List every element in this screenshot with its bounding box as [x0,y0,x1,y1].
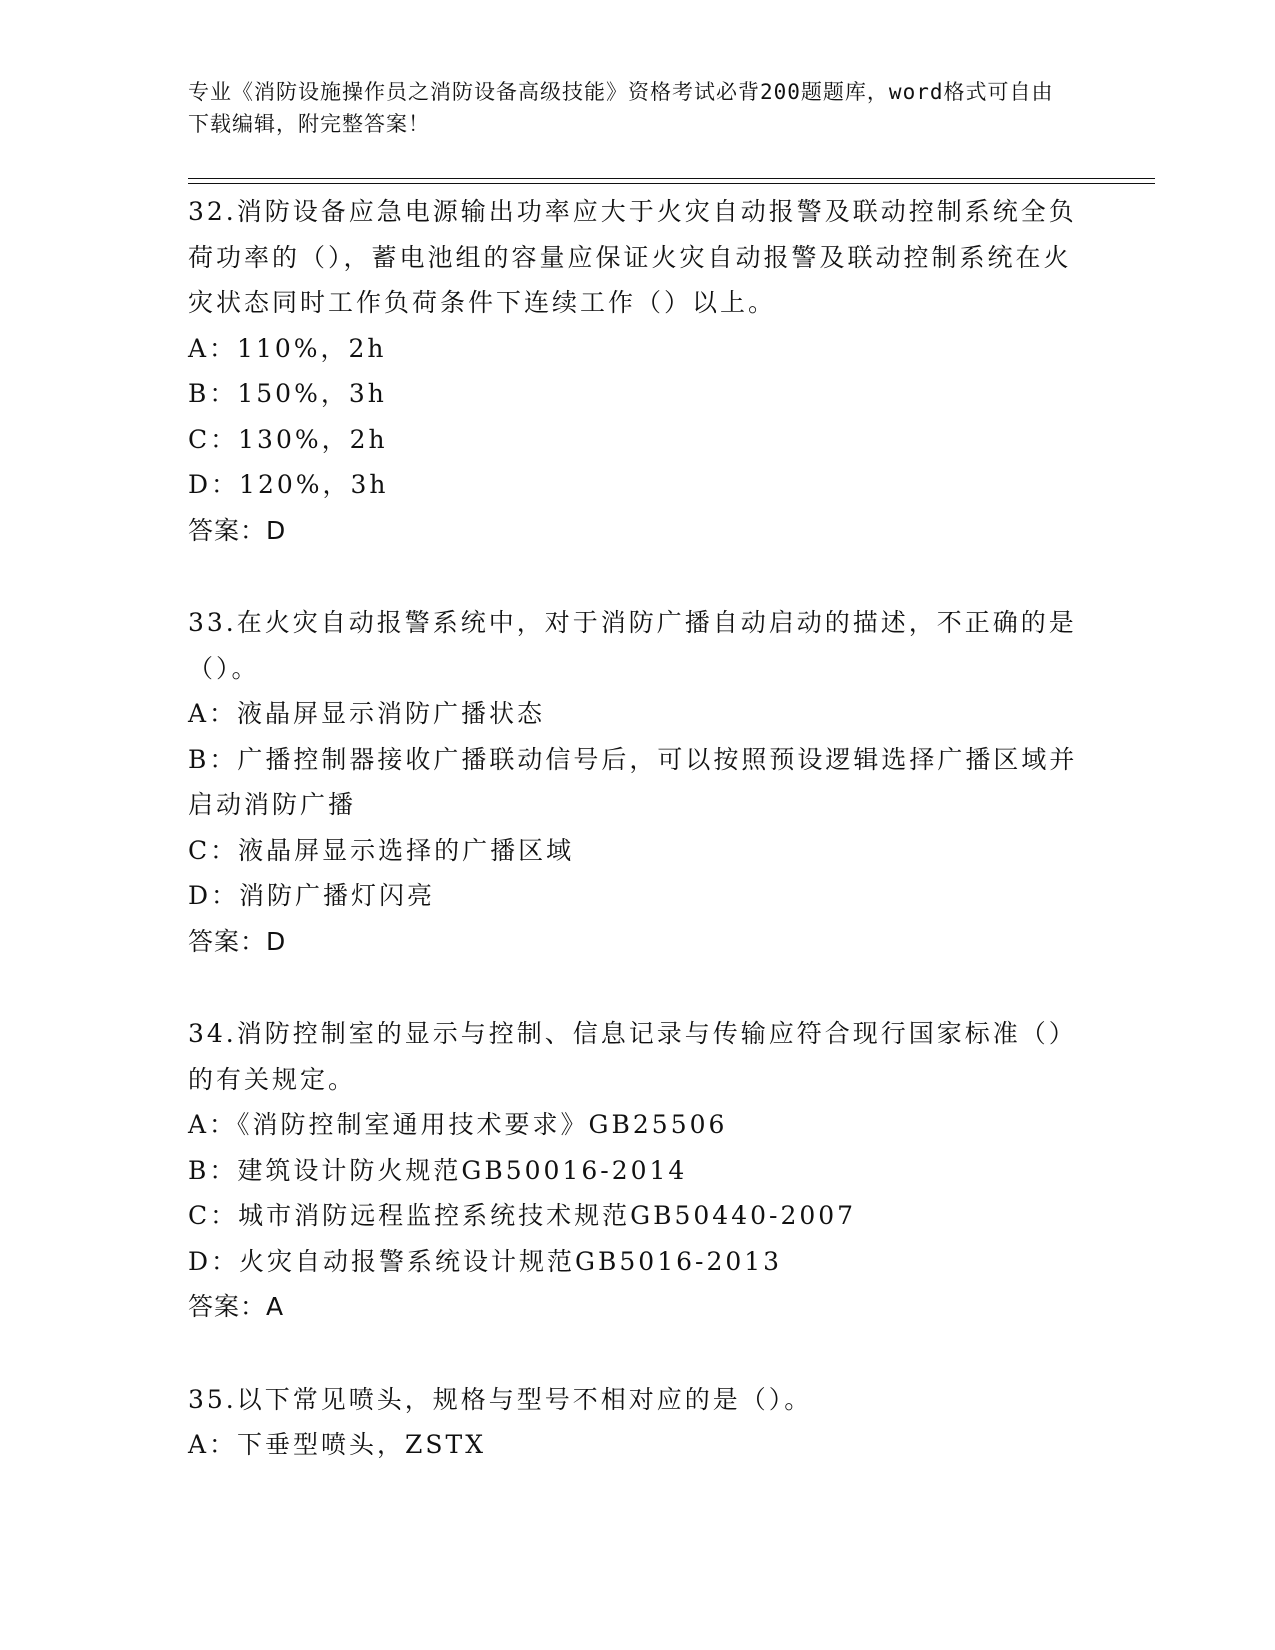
answer-label: 答案：D [188,926,287,956]
question-stem: 32.消防设备应急电源输出功率应大于火灾自动报警及联动控制系统全负荷功率的（），蓄电池组的容量应保证火灾自动报警及联动控制系统在火灾状态同时工作负荷条件下连续工作（）以上。 [188,197,1077,317]
option-b: B：广播控制器接收广播联动信号后，可以按照预设逻辑选择广播区域并启动消防广播 [188,744,1078,819]
option-a: A：110%，2h [188,333,387,363]
option-b: B：建筑设计防火规范GB50016-2014 [188,1155,688,1185]
question-35 [188,1377,1088,1468]
question-stem: 33.在火灾自动报警系统中，对于消防广播自动启动的描述，不正确的是（）。 [188,608,1077,683]
question-stem: 34.消防控制室的显示与控制、信息记录与传输应符合现行国家标准（）的有关规定。 [188,1019,1077,1094]
question-list [188,189,1088,1515]
option-c: C：130%，2h [188,424,388,454]
answer-label: 答案：D [188,515,287,545]
option-d: D：消防广播灯闪亮 [188,881,436,910]
answer-label: 答案：A [188,1292,285,1321]
document-header: 专业《消防设施操作员之消防设备高级技能》资格考试必背200题题库，word格式可自由下载编辑，附完整答案！ [188,80,1054,136]
option-a: A：液晶屏显示消防广播状态 [188,699,546,728]
option-a: A：下垂型喷头，ZSTX [188,1430,487,1459]
question-34 [188,1011,1088,1330]
header-divider-top [188,178,1155,179]
option-c: C：城市消防远程监控系统技术规范GB50440-2007 [188,1201,857,1230]
question-33 [188,600,1088,964]
question-stem: 35.以下常见喷头，规格与型号不相对应的是（）。 [188,1384,813,1414]
option-c: C：液晶屏显示选择的广播区域 [188,835,575,865]
option-d: D：120%，3h [188,470,389,499]
option-b: B：150%，3h [188,379,387,408]
header-divider-bottom [188,183,1155,184]
option-a: A：《消防控制室通用技术要求》GB25506 [188,1110,728,1139]
option-d: D：火灾自动报警系统设计规范GB5016-2013 [188,1246,783,1276]
question-32 [188,189,1088,553]
